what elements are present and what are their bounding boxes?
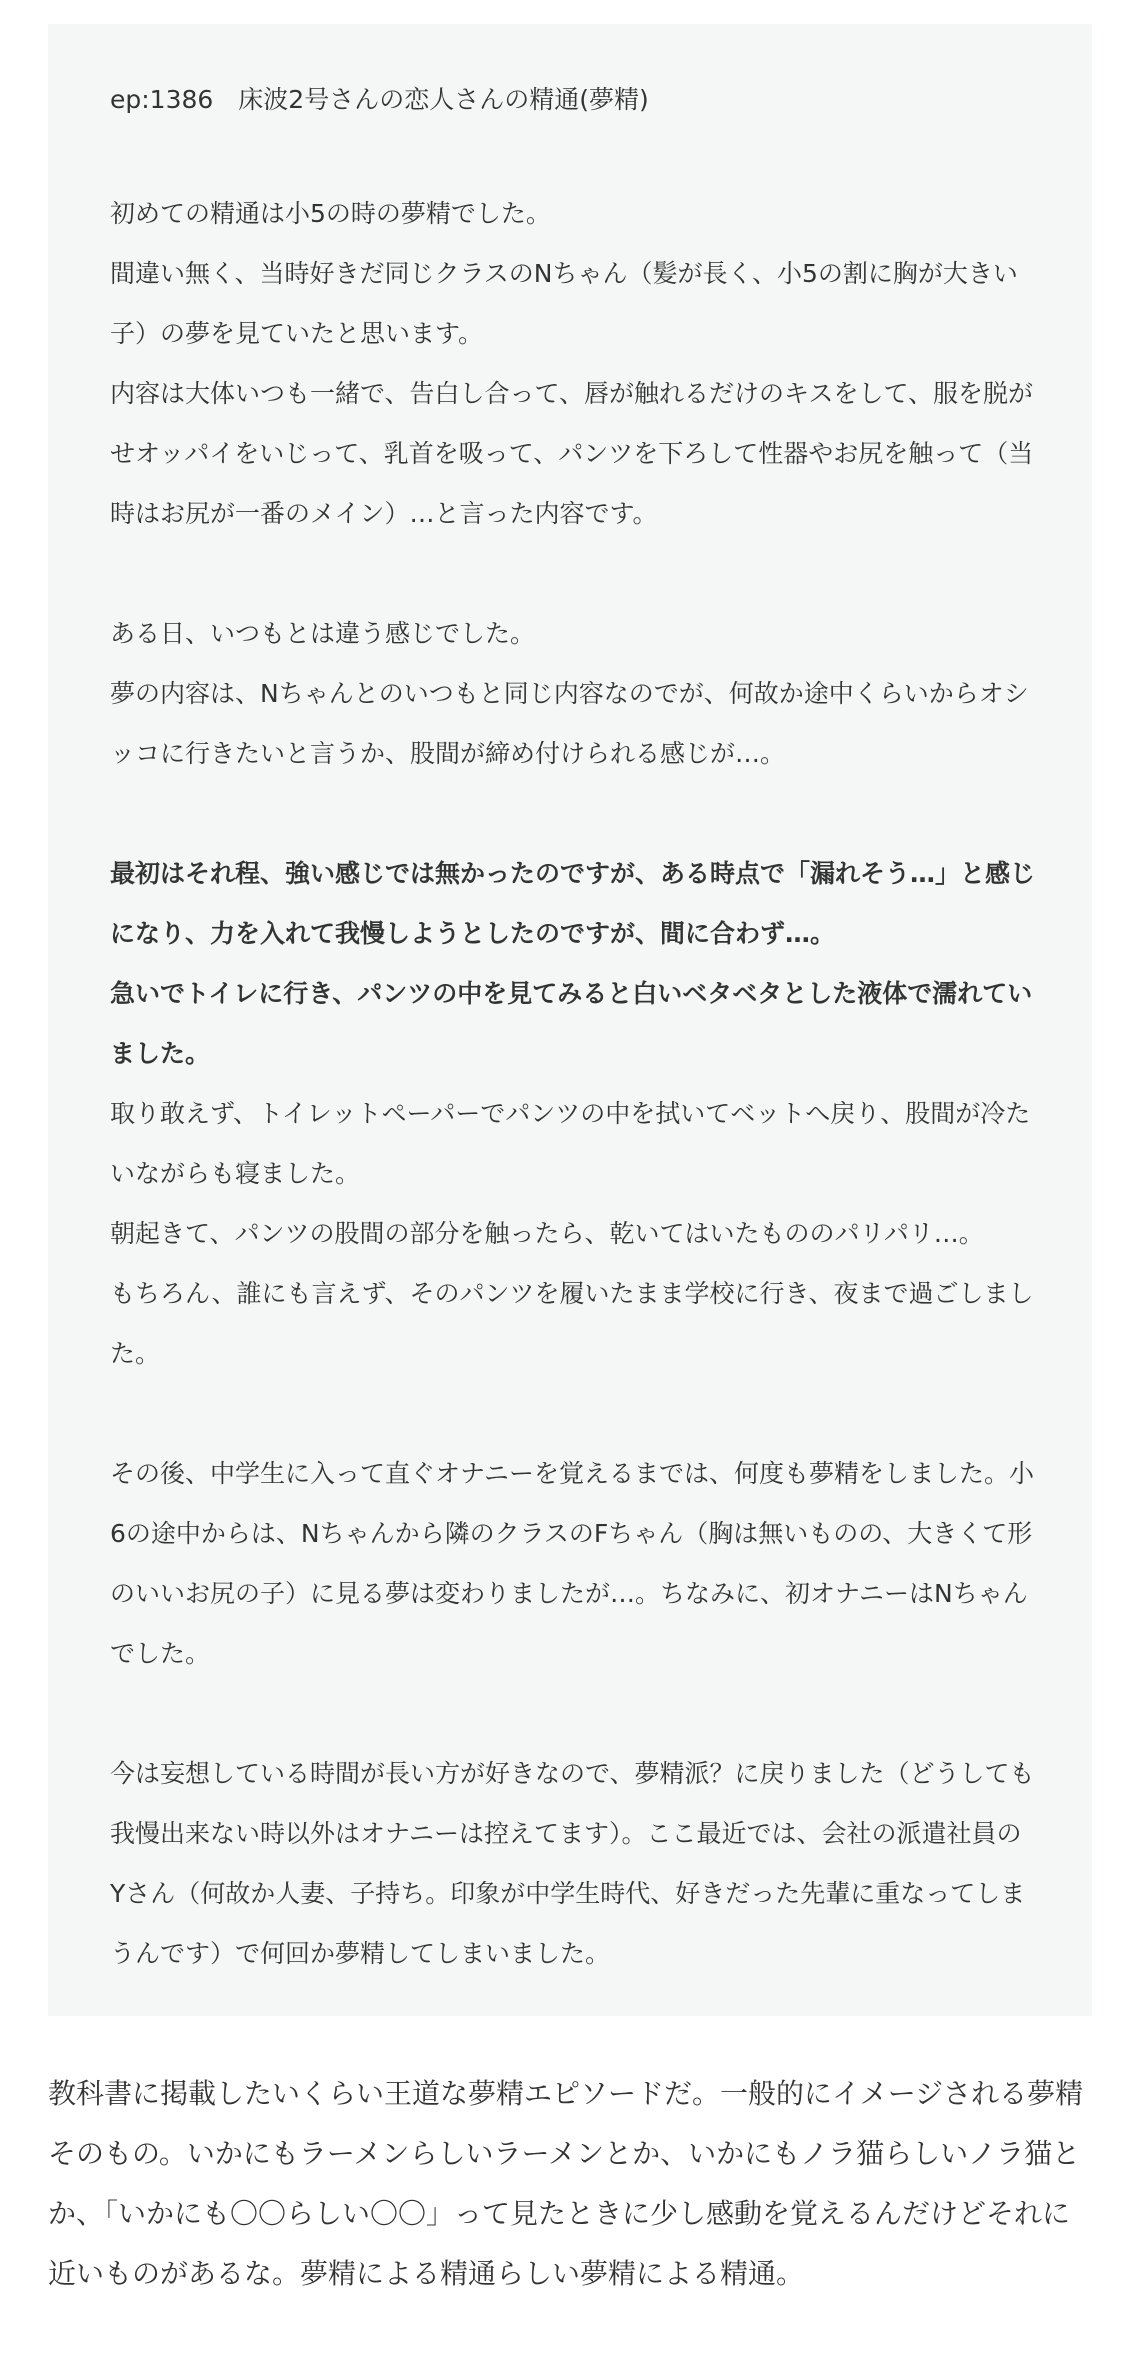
text-line: 朝起きて、パンツの股間の部分を触ったら、乾いてはいたもののパリパリ…。 <box>110 1219 984 1248</box>
bold-text-line: ました。 <box>110 1039 211 1068</box>
text-line: 子）の夢を見ていたと思います。 <box>110 319 484 348</box>
paragraph-emphasis <box>110 844 1036 1384</box>
text-line: 内容は大体いつも一緒で、告白し合って、唇が触れるだけのキスをして、服を脱が <box>110 379 1034 408</box>
text-line: 夢の内容は、Nちゃんとのいつもと同じ内容なのでが、何故か途中くらいからオシ <box>110 679 1029 708</box>
text-line: 時はお尻が一番のメイン）…と言った内容です。 <box>110 499 658 528</box>
bold-text-line: になり、力を入れて我慢しようとしたのですが、間に合わず…。 <box>110 919 836 948</box>
paragraph-one-day <box>110 604 1032 784</box>
text-line: 取り敢えず、トイレットペーパーでパンツの中を拭いてベットへ戻り、股間が冷た <box>110 1099 1031 1128</box>
text-line: 初めての精通は小5の時の夢精でした。 <box>110 199 551 228</box>
text-line: 間違い無く、当時好きだ同じクラスのNちゃん（髪が長く、小5の割に胸が大きい <box>110 259 1018 288</box>
text-line: Yさん（何故か人妻、子持ち。印象が中学生時代、好きだった先輩に重なってしま <box>110 1879 1026 1908</box>
commentary-line: か、「いかにも〇〇らしい〇〇」って見たときに少し感動を覚えるんだけどそれに <box>48 2197 1071 2230</box>
text-line: ある日、いつもとは違う感じでした。 <box>110 619 536 648</box>
bold-text-line: 最初はそれ程、強い感じでは無かったのですが、ある時点で「漏れそう…」と感じ <box>110 859 1036 888</box>
episode-quote-box <box>48 24 1092 2016</box>
paragraph-first-experience <box>110 184 1032 544</box>
commentary-line: 教科書に掲載したいくらい王道な夢精エピソードだ。一般的にイメージされる夢精 <box>48 2077 1084 2110</box>
paragraph-gap <box>110 1684 1032 1744</box>
text-line: 今は妄想している時間が長い方が好きなので、夢精派？に戻りました（どうしても <box>110 1759 1035 1788</box>
paragraph-gap <box>110 544 1032 604</box>
commentary-line: そのもの。いかにもラーメンらしいラーメンとか、いかにもノラ猫らしいノラ猫と <box>48 2137 1081 2170</box>
text-line: うんです）で何回か夢精してしまいました。 <box>110 1939 611 1968</box>
bold-text-line: 急いでトイレに行き、パンツの中を見てみると白いベタベタとした液体で濡れてい <box>110 979 1033 1008</box>
text-line: 6の途中からは、Nちゃんから隣のクラスのFちゃん（胸は無いものの、大きくて形 <box>110 1519 1033 1548</box>
paragraph-middle-school <box>110 1444 1035 1684</box>
text-line: もちろん、誰にも言えず、そのパンツを履いたまま学校に行き、夜まで過ごしまし <box>110 1279 1034 1308</box>
text-line: ッコに行きたいと言うか、股間が締め付けられる感じが…。 <box>110 739 786 768</box>
paragraph-gap <box>110 1384 1032 1444</box>
paragraph-gap <box>110 784 1032 844</box>
text-line: いながらも寝ました。 <box>110 1159 361 1188</box>
text-line: その後、中学生に入って直ぐオナニーを覚えるまでは、何度も夢精をしました。小 <box>110 1459 1035 1488</box>
author-commentary <box>48 2064 1098 2304</box>
text-line: でした。 <box>110 1639 211 1668</box>
text-line: た。 <box>110 1339 161 1368</box>
text-line: 我慢出来ない時以外はオナニーは控えてます）。ここ最近では、会社の派遣社員の <box>110 1819 1022 1848</box>
text-line: のいいお尻の子）に見る夢は変わりましたが…。ちなみに、初オナニーはNちゃん <box>110 1579 1028 1608</box>
commentary-line: 近いものがあるな。夢精による精通らしい夢精による精通。 <box>48 2257 805 2290</box>
text-line: せオッパイをいじって、乳首を吸って、パンツを下ろして性器やお尻を触って（当 <box>110 439 1034 468</box>
episode-title: ep:1386 床波2号さんの恋人さんの精通(夢精) <box>110 85 649 114</box>
paragraph-now <box>110 1744 1035 1984</box>
